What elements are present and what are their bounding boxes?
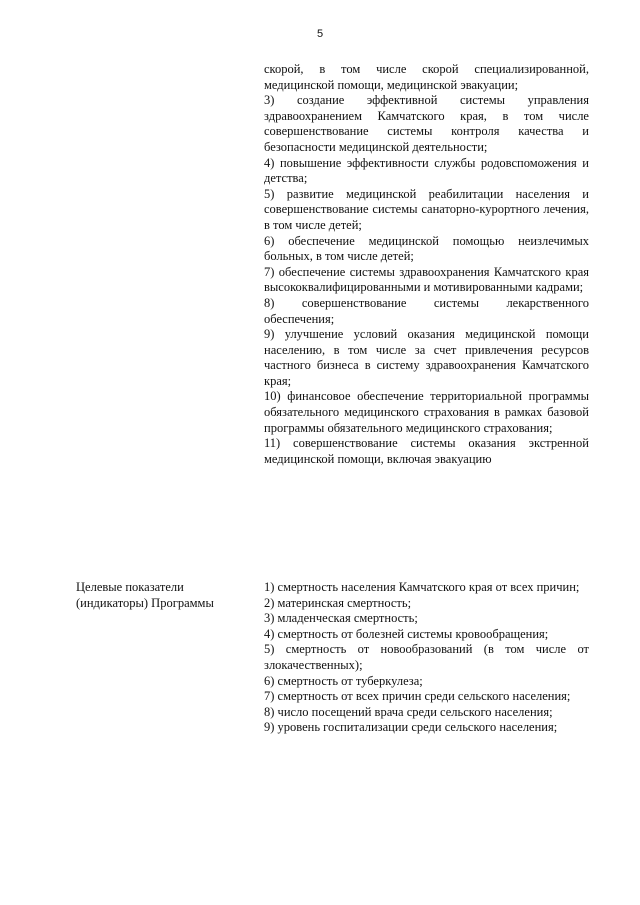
task-item: скорой, в том числе скорой специализированной, медицинской помощи, медицинской эвакуации; xyxy=(264,62,589,92)
task-item: 7) обеспечение системы здравоохранения Камчатского края высококвалифицированными и мотивированными кадрами; xyxy=(264,264,589,295)
indicator-item: 6) смертность от туберкулеза; xyxy=(264,673,423,688)
task-item: 4) повышение эффективности службы родовспоможения и детства; xyxy=(264,155,589,186)
task-item: 5) развитие медицинской реабилитации населения и совершенствование системы санаторно-курортного лечения, в том числе детей; xyxy=(264,186,589,232)
task-item: 6) обеспечение медицинской помощью неизлечимых больных, в том числе детей; xyxy=(264,233,589,264)
indicators-row xyxy=(76,580,589,736)
task-item: 8) совершенствование системы лекарственного обеспечения; xyxy=(264,295,589,326)
indicator-item: 9) уровень госпитализации среди сельского населения; xyxy=(264,720,558,735)
indicator-item: 1) смертность населения Камчатского края от всех причин; xyxy=(264,580,580,594)
task-item: 9) улучшение условий оказания медицинской помощи населению, в том числе за счет привлечения ресурсов частного бизнеса в систему здравоохранения Камчатского края; xyxy=(264,327,589,388)
task-item: 10) финансовое обеспечение территориальной программы обязательного медицинского страхования в рамках базовой программы обязательного медицинского страхования; xyxy=(264,389,589,435)
indicator-item: 5) смертность от новообразований (в том числе от злокачественных); xyxy=(264,642,589,672)
indicator-item: 8) число посещений врача среди сельского населения; xyxy=(264,704,553,719)
indicator-item: 4) смертность от болезней системы кровообращения; xyxy=(264,626,549,641)
indicators-label: Целевые показатели (индикаторы) Программы xyxy=(76,580,214,610)
page-number: 5 xyxy=(316,28,324,40)
program-tasks-continuation xyxy=(264,62,589,467)
indicator-item: 2) материнская смертность; xyxy=(264,595,412,610)
task-item: 3) создание эффективной системы управления здравоохранением Камчатского края, в том числе совершенствование системы контроля качества и безопасности медицинской деятельности; xyxy=(264,93,589,154)
indicators-list xyxy=(264,580,589,736)
task-item: 11) совершенствование системы оказания экстренной медицинской помощи, включая эвакуацию xyxy=(264,436,589,466)
indicator-item: 7) смертность от всех причин среди сельского населения; xyxy=(264,689,571,704)
indicator-item: 3) младенческая смертность; xyxy=(264,611,418,626)
